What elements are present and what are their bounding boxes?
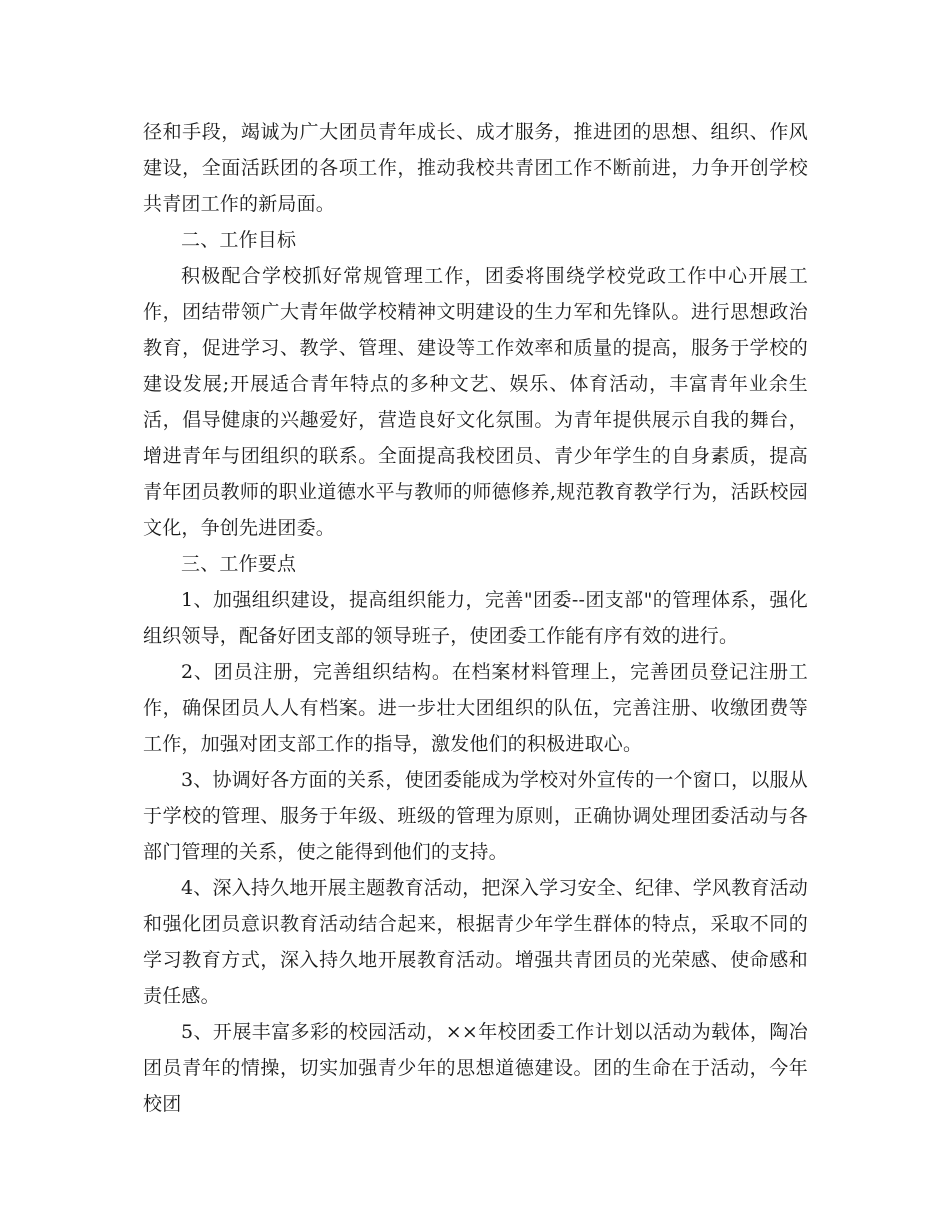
paragraph-point-5: 5、开展丰富多彩的校园活动，××年校团委工作计划以活动为载体，陶冶团员青年的情操，切实加强青少年的思想道德建设。团的生命在于活动，今年校团 xyxy=(143,1021,808,1115)
paragraph-point-3: 3、协调好各方面的关系，使团委能成为学校对外宣传的一个窗口，以服从于学校的管理、服务于年级、班级的管理为原则，正确协调处理团委活动与各部门管理的关系，使之能得到他们的支持。 xyxy=(143,769,808,863)
paragraph-point-4: 4、深入持久地开展主题教育活动，把深入学习安全、纪律、学风教育活动和强化团员意识教育活动结合起来，根据青少年学生群体的特点，采取不同的学习教育方式，深入持久地开展教育活动。增强共青团员的光荣感、使命感和责任感。 xyxy=(143,877,808,1007)
document-body xyxy=(143,114,808,1122)
paragraph-point-2: 2、团员注册，完善组织结构。在档案材料管理上，完善团员登记注册工作，确保团员人人有档案。进一步壮大团组织的队伍，完善注册、收缴团费等工作，加强对团支部工作的指导，激发他们的积极进取心。 xyxy=(143,661,808,755)
paragraph-intro-continuation: 径和手段，竭诚为广大团员青年成长、成才服务，推进团的思想、组织、作风建设，全面活跃团的各项工作，推动我校共青团工作不断前进，力争开创学校共青团工作的新局面。 xyxy=(143,121,808,215)
paragraph-point-1: 1、加强组织建设，提高组织能力，完善"团委--团支部"的管理体系，强化组织领导，配备好团支部的领导班子，使团委工作能有序有效的进行。 xyxy=(143,589,808,647)
section-heading-work-points: 三、工作要点 xyxy=(181,553,297,575)
paragraph-work-goals: 积极配合学校抓好常规管理工作，团委将围绕学校党政工作中心开展工作，团结带领广大青年做学校精神文明建设的生力军和先锋队。进行思想政治教育，促进学习、教学、管理、建设等工作效率和质量的提高，服务于学校的建设发展;开展适合青年特点的多种文艺、娱乐、体育活动，丰富青年业余生活，倡导健康的兴趣爱好，营造良好文化氛围。为青年提供展示自我的舞台，增进青年与团组织的联系。全面提高我校团员、青少年学生的自身素质，提高青年团员教师的职业道德水平与教师的师德修养,规范教育教学行为，活跃校园文化，争创先进团委。 xyxy=(143,265,808,539)
section-heading-work-goals: 二、工作目标 xyxy=(181,229,297,251)
